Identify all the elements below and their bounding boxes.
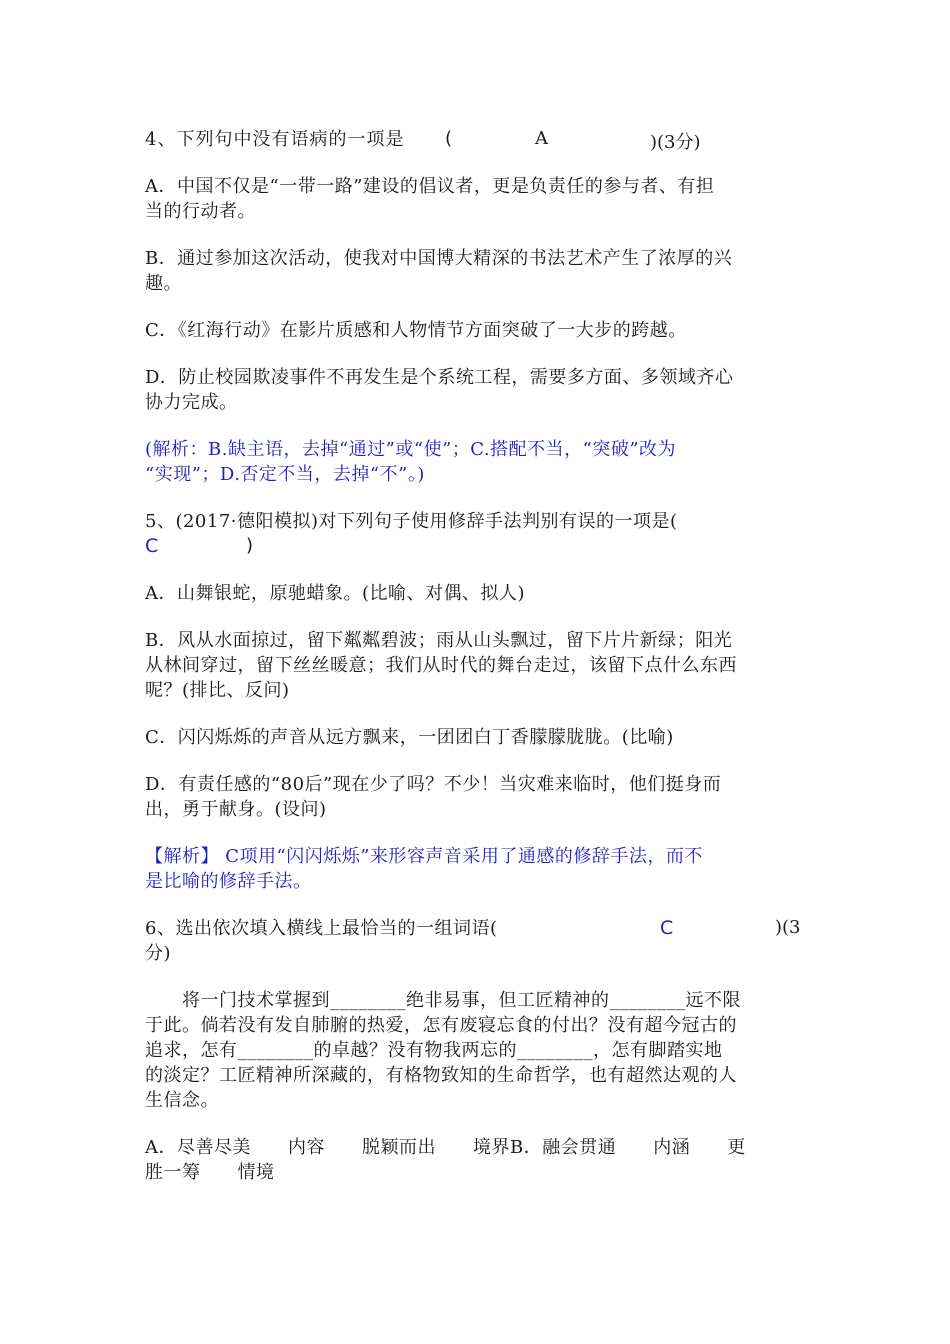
q4-option-c-line1: C．《红海行动》在影片质感和人物情节方面突破了一大步的跨越。: [145, 320, 687, 341]
q6-passage-line2: 于此。倘若没有发自肺腑的热爱，怎有废寝忘食的付出？没有超今冠古的: [145, 1015, 737, 1036]
q4-option-a-line1: A．中国不仅是“一带一路”建设的倡议者，更是负责任的参与者、有担: [145, 176, 715, 197]
q4-paren-close: )(3分): [650, 132, 701, 153]
q5-stem-line: 5、(2017·德阳模拟)对下列句子使用修辞手法判别有误的一项是(: [145, 511, 678, 532]
q4-stem: 4、下列句中没有语病的一项是: [145, 129, 405, 150]
q6-passage-line5: 生信念。: [145, 1090, 219, 1111]
q5-option-b-line1: B．风从水面掠过，留下粼粼碧波；雨从山头飘过，留下片片新绿；阳光: [145, 630, 733, 651]
q5-option-b-line3: 呢？(排比、反问): [145, 680, 290, 701]
q5-analysis-label: 【解析】: [145, 846, 219, 867]
q6-passage-line3: 追求，怎有________的卓越？没有物我两忘的________，怎有脚踏实地: [145, 1040, 723, 1061]
q6-options-line2: 胜一筹 情境: [145, 1162, 275, 1183]
q5-analysis-line1: [145, 845, 810, 869]
q5-option-d-line1: D．有责任感的“80后”现在少了吗？不少！当灾难来临时，他们挺身而: [145, 774, 722, 795]
q6-passage-line4: 的淡定？工匠精神所深藏的，有格物致知的生命哲学，也有超然达观的人: [145, 1065, 737, 1086]
q5-paren-close: ): [246, 535, 254, 556]
q5-option-d-line2: 出，勇于献身。(设问): [145, 799, 327, 820]
q4-option-b-line1: B．通过参加这次活动，使我对中国博大精深的书法艺术产生了浓厚的兴: [145, 248, 733, 269]
q4-stem-line: [145, 128, 810, 152]
q4-analysis-line2: “实现”；D.否定不当，去掉“不”。): [145, 464, 425, 485]
q5-option-c-line1: C．闪闪烁烁的声音从远方飘来，一团团白丁香朦朦胧胧。(比喻): [145, 727, 674, 748]
q5-option-a-line1: A．山舞银蛇，原驰蜡象。(比喻、对偶、拟人): [145, 583, 526, 604]
q4-option-d-line1: D．防止校园欺凌事件不再发生是个系统工程，需要多方面、多领域齐心: [145, 367, 734, 388]
q6-stem-line2: 分): [145, 943, 172, 964]
q4-analysis-line1: (解析：B.缺主语，去掉“通过”或“使”；C.搭配不当，“突破”改为: [145, 439, 677, 460]
q5-analysis-line2: 是比喻的修辞手法。: [145, 871, 312, 892]
q6-stem-line: 6、选出依次填入横线上最恰当的一组词语(: [145, 918, 498, 939]
q5-option-b-line2: 从林间穿过，留下丝丝暖意；我们从时代的舞台走过，该留下点什么东西: [145, 655, 737, 676]
q4-option-d-line2: 协力完成。: [145, 392, 238, 413]
q5-analysis-text: C项用“闪闪烁烁”来形容声音采用了通感的修辞手法，而不: [219, 846, 703, 867]
q4-option-b-line2: 趣。: [145, 273, 182, 294]
q4-option-a-line2: 当的行动者。: [145, 201, 256, 222]
q6-passage-line1: 将一门技术掌握到________绝非易事，但工匠精神的________远不限: [145, 990, 741, 1011]
q4-answer: A: [535, 128, 548, 149]
q6-paren-close: )(3: [775, 917, 801, 938]
q4-paren-open: (: [445, 128, 453, 149]
q6-answer: C: [660, 917, 674, 939]
q5-answer: C: [145, 535, 159, 557]
q6-options-line1: A．尽善尽美 内容 脱颖而出 境界B．融会贯通 内涵 更: [145, 1137, 746, 1158]
